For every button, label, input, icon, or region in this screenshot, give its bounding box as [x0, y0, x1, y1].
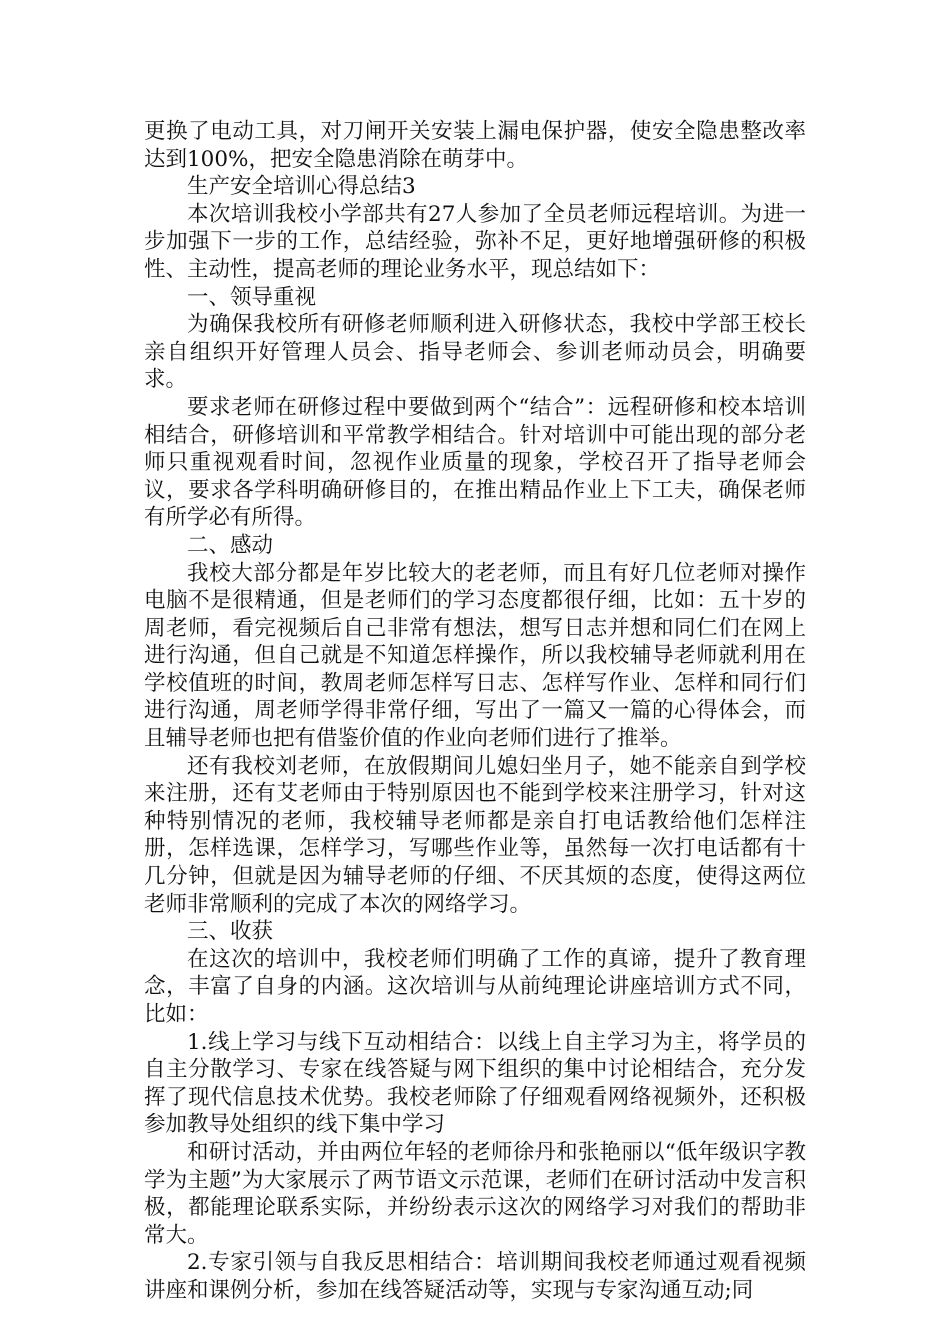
paragraph-gains-item-2: 2.专家引领与自我反思相结合：培训期间我校老师通过观看视频讲座和课例分析，参加在线答疑活动等，实现与专家沟通互动;同: [144, 1250, 806, 1303]
heading-leadership: 一、领导重视: [187, 284, 317, 310]
paragraph-gains-intro: 在这次的培训中，我校老师们明确了工作的真谛，提升了教育理念，丰富了自身的内涵。这次培训与从前纯理论讲座培训方式不同，比如：: [144, 946, 806, 1027]
section-title: 生产安全培训心得总结3: [187, 174, 416, 200]
paragraph-intro: 本次培训我校小学部共有27人参加了全员老师远程培训。为进一步加强下一步的工作，总结经验，弥补不足，更好地增强研修的积极性、主动性，提高老师的理论业务水平，现总结如下：: [144, 201, 806, 282]
paragraph-leadership-2: 要求老师在研修过程中要做到两个“结合”：远程研修和校本培训相结合，研修培训和平常教学相结合。针对培训中可能出现的部分老师只重视观看时间，忽视作业质量的现象，学校召开了指导老师会议，要求各学科明确研修目的，在推出精品作业上下工夫，确保老师有所学必有所得。: [144, 394, 806, 531]
paragraph-moved-2: 还有我校刘老师，在放假期间儿媳妇坐月子，她不能亲自到学校来注册，还有艾老师由于特别原因也不能到学校来注册学习，针对这种特别情况的老师，我校辅导老师都是亲自打电话教给他们怎样注册，怎样选课，怎样学习，写哪些作业等，虽然每一次打电话都有十几分钟，但就是因为辅导老师的仔细、不厌其烦的态度，使得这两位老师非常顺利的完成了本次的网络学习。: [144, 753, 806, 917]
paragraph-gains-item-1: 1.线上学习与线下互动相结合：以线上自主学习为主，将学员的自主分散学习、专家在线答疑与网下组织的集中讨论相结合，充分发挥了现代信息技术优势。我校老师除了仔细观看网络视频外，还积极参加教导处组织的线下集中学习: [144, 1029, 806, 1138]
paragraph-leadership-1: 为确保我校所有研修老师顺利进入研修状态，我校中学部王校长亲自组织开好管理人员会、指导老师会、参训老师动员会，明确要求。: [144, 312, 806, 393]
paragraph-moved-1: 我校大部分都是年岁比较大的老老师，而且有好几位老师对操作电脑不是很精通，但是老师们的学习态度都很仔细，比如：五十岁的周老师，看完视频后自己非常有想法，想写日志并想和同仁们在网上进行沟通，但自己就是不知道怎样操作，所以我校辅导老师就利用在学校值班的时间，教周老师怎样写日志、怎样写作业、怎样和同行们进行沟通，周老师学得非常仔细，写出了一篇又一篇的心得体会，而且辅导老师也把有借鉴价值的作业向老师们进行了推举。: [144, 560, 806, 752]
paragraph-gains-item-1-cont: 和研讨活动，并由两位年轻的老师徐丹和张艳丽以“低年级识字教学为主题”为大家展示了两节语文示范课，老师们在研讨活动中发言积极，都能理论联系实际，并纷纷表示这次的网络学习对我们的帮助非常大。: [144, 1139, 806, 1248]
heading-gains: 三、收获: [187, 919, 274, 945]
document-body: [144, 118, 806, 1305]
paragraph-continuation: 更换了电动工具，对刀闸开关安装上漏电保护器，使安全隐患整改率达到100%，把安全隐患消除在萌芽中。: [144, 119, 806, 172]
heading-moved: 二、感动: [187, 532, 274, 558]
